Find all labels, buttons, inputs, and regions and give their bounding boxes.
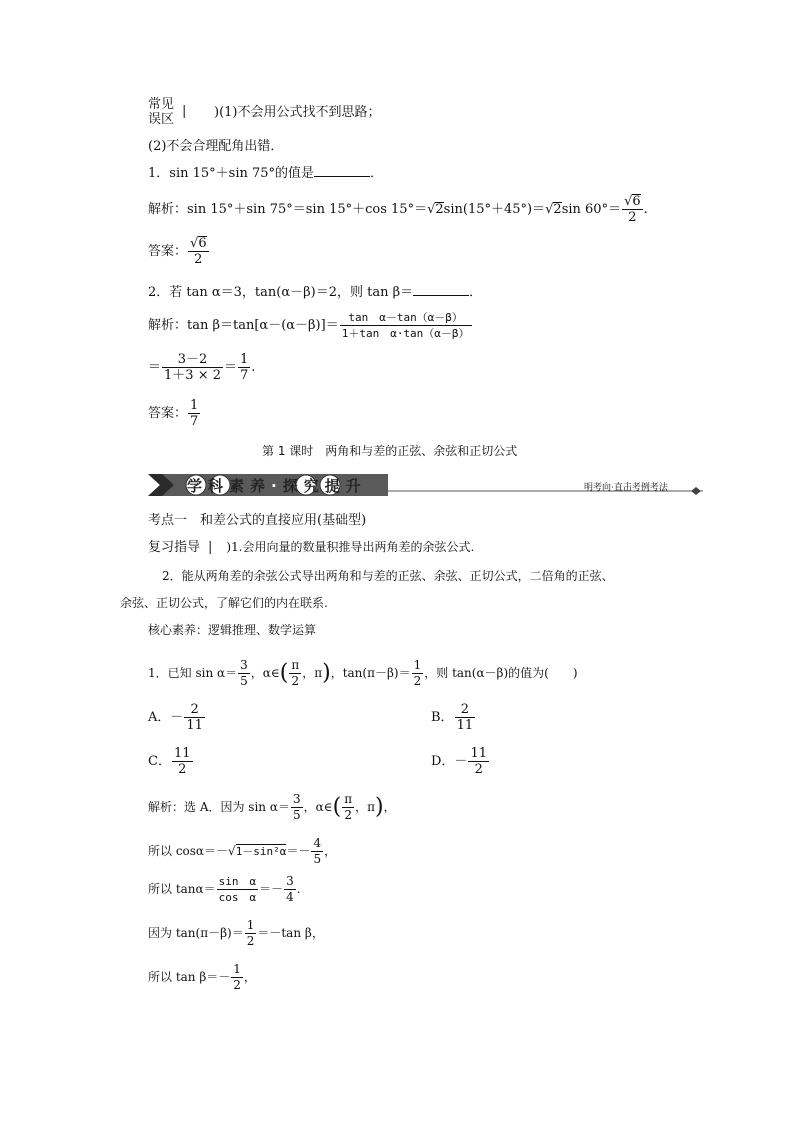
guide-line-2: 2．能从两角差的余弦公式导出两角和与差的正弦、余弦、正切公式，二倍角的正弦、 [162, 569, 614, 583]
tag-top: 常见 [148, 97, 175, 112]
option-d[interactable]: D．－ $\frac{11}{2}$ [431, 746, 487, 777]
fraction: $\frac{√6}{2}$ [624, 194, 641, 225]
q1-solution: 解析：sin 15°＋sin 75°＝sin 15°＋cos 15°＝√2sin(15°＋45°)＝√2sin 60°＝ $\frac{√6}{2}$ . [148, 194, 648, 225]
lesson-title: 第 1 课时 两角和与差的正弦、余弦和正切公式 [262, 444, 518, 458]
p1-stem: 1．已知 sin α＝ $\frac{3}{5}$ ，α∈( $\frac{\pi}{2}$ ，π)，tan(π－β)＝ $\frac{1}{2}$ ，则 tan(α－β)的值为( ) [148, 658, 578, 688]
q2-solution: 解析：tan β＝tan[α－(α－β)]＝ $\frac{\text{tan α－tan（α－β）}}{\text{1＋tan α·tan（α－β）}}$ [148, 311, 470, 340]
option-c[interactable]: C． $\frac{11}{2}$ [148, 746, 191, 777]
mistake-1: )(1)不会用公式找不到思路； [214, 105, 381, 120]
fraction: $\frac{3}{4}$ [286, 874, 294, 904]
section-banner [148, 472, 708, 498]
mistake-2: (2)不会合理配角出错． [148, 139, 284, 154]
tag-bracket: | [182, 104, 187, 119]
fraction: $\frac{\text{sin α}}{\text{cos α}}$ [218, 875, 257, 904]
guide-line-3: 余弦、正切公式，了解它们的内在联系. [120, 596, 328, 610]
guide-line-1: 复习指导 | )1.会用向量的数量积推导出两角差的余弦公式. [148, 540, 475, 555]
q2-stem: 2．若 tan α＝3，tan(α－β)＝2，则 tan β＝ ． [148, 285, 483, 300]
mistake-tag [148, 97, 174, 127]
core-literacy: 核心素养：逻辑推理、数学运算 [148, 623, 317, 637]
s1-line-5: 所以 tan β＝－ $\frac{1}{2}$ ， [148, 962, 256, 992]
s1-line-3: 所以 tanα＝ $\frac{\text{sin α}}{\text{cos α}}$ ＝－ $\frac{3}{4}$ . [148, 874, 301, 904]
q2-answer: 答案： $\frac{1}{7}$ [148, 398, 199, 429]
option-b[interactable]: B． $\frac{2}{11}$ [431, 702, 474, 733]
fraction: $\frac{3}{5}$ [292, 792, 301, 822]
banner-right: 明考向·直击考例考法 [584, 483, 668, 493]
q1-stem: 1．sin 15°＋sin 75°的值是 ． [148, 166, 384, 181]
fraction: $\frac{1}{7}$ [190, 398, 199, 429]
s1-line-4: 因为 tan(π－β)＝ $\frac{1}{2}$ ＝－tan β， [148, 918, 324, 948]
answer-blank [314, 164, 370, 177]
fraction: $\frac{1}{2}$ [246, 918, 255, 948]
q1-answer: 答案： $\frac{√6}{2}$ [148, 236, 207, 267]
fraction: $\frac{√6}{2}$ [190, 236, 207, 267]
fraction: $\frac{\pi}{2}$ [291, 658, 300, 688]
option-a[interactable]: A．－ $\frac{2}{11}$ [148, 702, 203, 733]
fraction: $\frac{3}{5}$ [240, 658, 248, 688]
s1-line-1: 解析：选 A．因为 sin α＝ $\frac{3}{5}$ ，α∈( $\frac{\pi}{2}$ ，π)， [148, 792, 396, 822]
fraction: $\frac{1}{2}$ [233, 962, 241, 992]
fraction: $\frac{1}{7}$ [240, 352, 249, 383]
fraction: $\frac{11}{2}$ [173, 746, 191, 777]
fraction: $\frac{\pi}{2}$ [344, 792, 353, 822]
banner-title: 学科素养·探究提升 [187, 477, 367, 495]
fraction: $\frac{2}{11}$ [456, 702, 474, 733]
answer-blank [413, 283, 469, 296]
topic-heading: 考点一 和差公式的直接应用(基础型) [148, 513, 367, 528]
tag-bottom: 误区 [148, 112, 175, 127]
s1-line-2: 所以 cosα＝－√1－sin²α＝－ $\frac{4}{5}$ ， [148, 836, 337, 866]
fraction: $\frac{2}{11}$ [186, 702, 203, 733]
fraction: $\frac{1}{2}$ [413, 658, 422, 688]
fraction: $\frac{4}{5}$ [313, 836, 322, 866]
fraction: $\frac{11}{2}$ [470, 746, 487, 777]
fraction: $\frac{\text{tan α－tan（α－β）}}{\text{1＋tan α·tan（α－β）}}$ [341, 311, 470, 340]
q2-solution-2: ＝ $\frac{3-2}{1+3 \times 2}$ ＝ $\frac{1}{7}$ . [148, 352, 256, 383]
fraction: $\frac{3-2}{1+3 \times 2}$ [164, 352, 221, 383]
